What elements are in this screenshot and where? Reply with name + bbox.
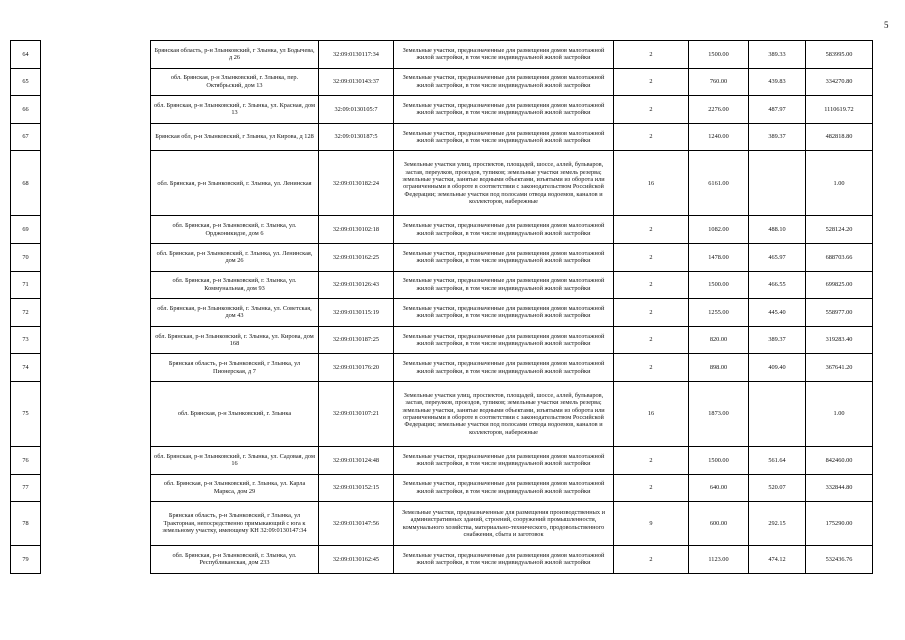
use-code-cell: 2 [614,326,689,354]
spacer-cell [41,546,151,574]
use-code-cell: 2 [614,123,689,151]
row-number-cell: 67 [11,123,41,151]
table-row [11,502,873,546]
specific-value-cell: 465.97 [749,243,806,271]
use-code-cell: 2 [614,474,689,502]
land-use-cell: Земельные участки, предназначенные для размещения домов малоэтажной жилой застройки, в том числе индивидуальной жилой застройки [394,96,614,124]
cadastral-number-cell: 32:09:0130187:25 [319,326,394,354]
cadastral-number-cell: 32:09:0130124:48 [319,446,394,474]
cadastral-value-cell: 583995.00 [806,41,873,69]
use-code-cell: 2 [614,68,689,96]
land-use-cell: Земельные участки, предназначенные для размещения домов малоэтажной жилой застройки, в том числе индивидуальной жилой застройки [394,123,614,151]
cadastral-value-cell: 319283.40 [806,326,873,354]
spacer-cell [41,502,151,546]
row-number-cell: 70 [11,243,41,271]
land-use-cell: Земельные участки, предназначенные для размещения домов малоэтажной жилой застройки, в том числе индивидуальной жилой застройки [394,446,614,474]
cadastral-number-cell: 32:09:0130143:37 [319,68,394,96]
land-use-cell: Земельные участки улиц, проспектов, площадей, шоссе, аллей, бульваров, застав, переулков, проездов, тупиков; земельные участки земель резерва; земельные участки, занятые водными объектами, изъятыми из оборота или ограниченными в обороте в соответствии с законодательством Российской Федерации; земельные участки под полосами отвода водоемов, каналов и коллекторов, набережные [394,151,614,216]
row-number-cell: 74 [11,354,41,382]
cadastral-number-cell: 32:09:0130115:19 [319,299,394,327]
row-number-cell: 66 [11,96,41,124]
use-code-cell: 16 [614,151,689,216]
cadastral-number-cell: 32:09:0130182:24 [319,151,394,216]
land-use-cell: Земельные участки, предназначенные для размещения домов малоэтажной жилой застройки, в том числе индивидуальной жилой застройки [394,546,614,574]
land-use-cell: Земельные участки, предназначенные для размещения домов малоэтажной жилой застройки, в том числе индивидуальной жилой застройки [394,299,614,327]
specific-value-cell: 474.12 [749,546,806,574]
land-use-cell: Земельные участки, предназначенные для размещения домов малоэтажной жилой застройки, в том числе индивидуальной жилой застройки [394,474,614,502]
table-row [11,381,873,446]
address-cell: обл. Брянская, р-н Злынковский, г. Злынка, пер. Октябрьский, дом 13 [151,68,319,96]
row-number-cell: 73 [11,326,41,354]
area-cell: 1255.00 [689,299,749,327]
address-cell: обл. Брянская, р-н Злынковский, г. Злынка, ул. Ленинская [151,151,319,216]
page-number: 5 [884,20,889,30]
spacer-cell [41,299,151,327]
cadastral-number-cell: 32:09:0130162:45 [319,546,394,574]
cadastral-value-cell: 532436.76 [806,546,873,574]
cadastral-number-cell: 32:09:0130105:7 [319,96,394,124]
area-cell: 1500.00 [689,41,749,69]
row-number-cell: 78 [11,502,41,546]
cadastral-value-cell: 699825.00 [806,271,873,299]
specific-value-cell: 445.40 [749,299,806,327]
address-cell: Брянская область, р-н Злынковский, г Злынка, ул Пионерская, д 7 [151,354,319,382]
spacer-cell [41,68,151,96]
address-cell: обл. Брянская, р-н Злынковский, г. Злынка, ул. Садовая, дом 16 [151,446,319,474]
area-cell: 760.00 [689,68,749,96]
row-number-cell: 69 [11,216,41,244]
address-cell: обл. Брянская, р-н Злынковский, г. Злынка, ул. Орджоникидзе, дом 6 [151,216,319,244]
spacer-cell [41,41,151,69]
table-row [11,354,873,382]
specific-value-cell: 520.07 [749,474,806,502]
spacer-cell [41,123,151,151]
specific-value-cell: 389.37 [749,123,806,151]
land-use-cell: Земельные участки, предназначенные для размещения домов малоэтажной жилой застройки, в том числе индивидуальной жилой застройки [394,41,614,69]
table-row [11,123,873,151]
area-cell: 1478.00 [689,243,749,271]
specific-value-cell: 466.55 [749,271,806,299]
area-cell: 1082.00 [689,216,749,244]
area-cell: 1123.00 [689,546,749,574]
area-cell: 600.00 [689,502,749,546]
table-row [11,41,873,69]
spacer-cell [41,151,151,216]
specific-value-cell: 561.64 [749,446,806,474]
address-cell: обл. Брянская, р-н Злынковский, г. Злынка, ул. Карла Маркса, дом 29 [151,474,319,502]
address-cell: Брянская обл, р-н Злынковский, г Злынка, ул Кирова, д 128 [151,123,319,151]
land-use-cell: Земельные участки, предназначенные для размещения домов малоэтажной жилой застройки, в том числе индивидуальной жилой застройки [394,216,614,244]
row-number-cell: 71 [11,271,41,299]
specific-value-cell: 389.33 [749,41,806,69]
spacer-cell [41,216,151,244]
table-row [11,326,873,354]
address-cell: обл. Брянская, р-н Злынковский, г. Злынка, ул. Республиканская, дом 233 [151,546,319,574]
row-number-cell: 68 [11,151,41,216]
row-number-cell: 75 [11,381,41,446]
use-code-cell: 16 [614,381,689,446]
area-cell: 1500.00 [689,446,749,474]
cadastral-number-cell: 32:09:0130147:56 [319,502,394,546]
cadastral-value-cell: 688703.66 [806,243,873,271]
cadastral-number-cell: 32:09:0130162:25 [319,243,394,271]
use-code-cell: 2 [614,299,689,327]
cadastral-value-cell: 558977.00 [806,299,873,327]
area-cell: 640.00 [689,474,749,502]
land-use-cell: Земельные участки, предназначенные для размещения домов малоэтажной жилой застройки, в том числе индивидуальной жилой застройки [394,243,614,271]
area-cell: 1240.00 [689,123,749,151]
land-use-cell: Земельные участки улиц, проспектов, площадей, шоссе, аллей, бульваров, застав, переулков, проездов, тупиков; земельные участки земель резерва; земельные участки, занятые водными объектами, изъятыми из оборота или ограниченными в обороте в соответствии с законодательством Российской Федерации; земельные участки под полосами отвода водоемов, каналов и коллекторов, набережные [394,381,614,446]
specific-value-cell: 439.83 [749,68,806,96]
specific-value-cell: 389.37 [749,326,806,354]
cadastral-number-cell: 32:09:0130187:5 [319,123,394,151]
table-row [11,446,873,474]
row-number-cell: 79 [11,546,41,574]
cadastral-value-cell: 842460.00 [806,446,873,474]
use-code-cell: 9 [614,502,689,546]
address-cell: обл. Брянская, р-н Злынковский, г. Злынка, ул. Кирова, дом 168 [151,326,319,354]
table-row [11,96,873,124]
spacer-cell [41,446,151,474]
table-row [11,299,873,327]
cadastral-number-cell: 32:09:0130107:21 [319,381,394,446]
cadastral-value-cell: 334270.80 [806,68,873,96]
row-number-cell: 77 [11,474,41,502]
address-cell: обл. Брянская, р-н Злынковский, г. Злынка, ул. Ленинская, дом 26 [151,243,319,271]
use-code-cell: 2 [614,271,689,299]
spacer-cell [41,474,151,502]
cadastral-number-cell: 32:09:0130117:34 [319,41,394,69]
cadastral-value-cell: 1.00 [806,381,873,446]
area-cell: 2276.00 [689,96,749,124]
cadastral-value-cell: 332844.80 [806,474,873,502]
spacer-cell [41,326,151,354]
spacer-cell [41,381,151,446]
cadastral-number-cell: 32:09:0130152:15 [319,474,394,502]
table-row [11,271,873,299]
specific-value-cell: 487.97 [749,96,806,124]
address-cell: Брянская область, р-н Злынковский, г Злынка, ул Бодычева, д 26 [151,41,319,69]
area-cell: 898.00 [689,354,749,382]
cadastral-value-cell: 528124.20 [806,216,873,244]
spacer-cell [41,354,151,382]
use-code-cell: 2 [614,546,689,574]
specific-value-cell: 488.10 [749,216,806,244]
area-cell: 820.00 [689,326,749,354]
table-row [11,474,873,502]
spacer-cell [41,271,151,299]
row-number-cell: 72 [11,299,41,327]
cadastral-number-cell: 32:09:0130102:18 [319,216,394,244]
land-use-cell: Земельные участки, предназначенные для размещения домов малоэтажной жилой застройки, в том числе индивидуальной жилой застройки [394,271,614,299]
cadastral-value-cell: 367641.20 [806,354,873,382]
cadastral-value-cell: 1.00 [806,151,873,216]
cadastral-number-cell: 32:09:0130176:20 [319,354,394,382]
address-cell: обл. Брянская, р-н Злынковский, г. Злынка, ул. Советская, дом 43 [151,299,319,327]
land-registry-table [10,40,873,574]
table-row [11,68,873,96]
specific-value-cell: 292.15 [749,502,806,546]
land-use-cell: Земельные участки, предназначенные для размещения домов малоэтажной жилой застройки, в том числе индивидуальной жилой застройки [394,354,614,382]
area-cell: 1873.00 [689,381,749,446]
table-body [11,41,873,574]
use-code-cell: 2 [614,41,689,69]
address-cell: Брянская область, р-н Злынковский, г Злынка, ул Тракторная, непосредственно примыкающий с юга к земельному участку, имеющему КН 32:09:0130147:34 [151,502,319,546]
cadastral-number-cell: 32:09:0130126:43 [319,271,394,299]
land-use-cell: Земельные участки, предназначенные для размещения производственных и административных зданий, строений, сооружений промышленности, коммунального хозяйства, материально-технического, продовольственного снабжения, сбыта и заготовок [394,502,614,546]
cadastral-value-cell: 482818.80 [806,123,873,151]
row-number-cell: 65 [11,68,41,96]
table-row [11,216,873,244]
specific-value-cell [749,381,806,446]
cadastral-value-cell: 1110619.72 [806,96,873,124]
area-cell: 1500.00 [689,271,749,299]
use-code-cell: 2 [614,354,689,382]
table-row [11,243,873,271]
use-code-cell: 2 [614,96,689,124]
spacer-cell [41,96,151,124]
land-use-cell: Земельные участки, предназначенные для размещения домов малоэтажной жилой застройки, в том числе индивидуальной жилой застройки [394,326,614,354]
land-use-cell: Земельные участки, предназначенные для размещения домов малоэтажной жилой застройки, в том числе индивидуальной жилой застройки [394,68,614,96]
row-number-cell: 64 [11,41,41,69]
use-code-cell: 2 [614,446,689,474]
address-cell: обл. Брянская, р-н Злынковский, г. Злынка [151,381,319,446]
specific-value-cell: 409.40 [749,354,806,382]
cadastral-value-cell: 175290.00 [806,502,873,546]
specific-value-cell [749,151,806,216]
table-row [11,546,873,574]
use-code-cell: 2 [614,216,689,244]
table-row [11,151,873,216]
address-cell: обл. Брянская, р-н Злынковский, г. Злынка, ул. Красная, дом 13 [151,96,319,124]
address-cell: обл. Брянская, р-н Злынковский, г. Злынка, ул. Коммунальная, дом 93 [151,271,319,299]
use-code-cell: 2 [614,243,689,271]
row-number-cell: 76 [11,446,41,474]
area-cell: 6161.00 [689,151,749,216]
spacer-cell [41,243,151,271]
